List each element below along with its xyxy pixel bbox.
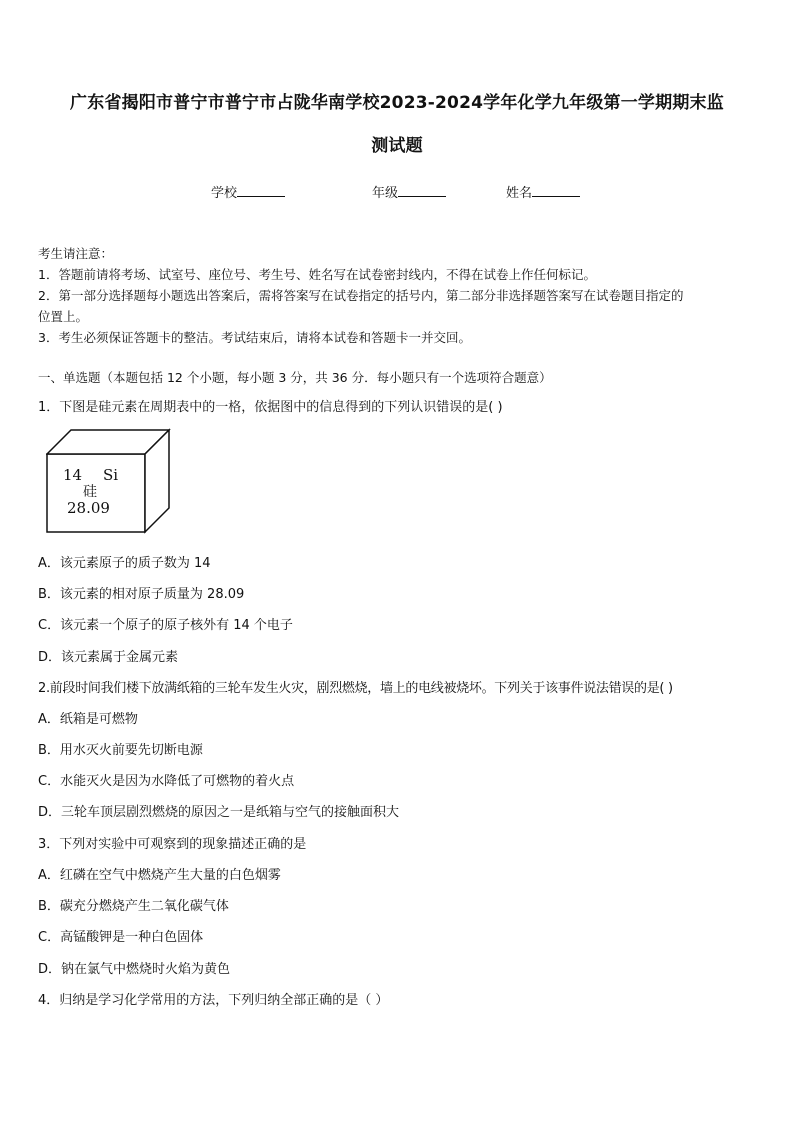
question-1-option-b: B．该元素的相对原子质量为 28.09 bbox=[38, 587, 245, 602]
section-heading: 一、单选题（本题包括 12 个小题，每小题 3 分，共 36 分．每小题只有一个选项符合题意） bbox=[38, 370, 552, 385]
question-3-option-a: A．红磷在空气中燃烧产生大量的白色烟雾 bbox=[38, 868, 281, 883]
question-3-option-c: C．高锰酸钾是一种白色固体 bbox=[38, 930, 204, 945]
question-2-option-c: C．水能灭火是因为水降低了可燃物的着火点 bbox=[38, 774, 295, 789]
silicon-element-cell-figure bbox=[46, 428, 172, 534]
element-symbol: Si bbox=[103, 466, 119, 484]
notice-item: 位置上。 bbox=[38, 309, 89, 324]
school-blank bbox=[237, 184, 285, 197]
name-field bbox=[506, 182, 580, 201]
element-cube-drawing bbox=[46, 428, 172, 534]
question-3-stem: 3．下列对实验中可观察到的现象描述正确的是 bbox=[38, 837, 307, 852]
school-field bbox=[211, 182, 285, 201]
grade-field bbox=[372, 182, 446, 201]
question-2-stem: 2.前段时间我们楼下放满纸箱的三轮车发生火灾，剧烈燃烧，墙上的电线被烧坏。下列关于该事件说法错误的是( ) bbox=[38, 681, 673, 696]
element-atomic-mass: 28.09 bbox=[67, 499, 110, 517]
notice-item: 2．第一部分选择题每小题选出答案后，需将答案写在试卷指定的括号内，第二部分非选择题答案写在试卷题目指定的 bbox=[38, 288, 684, 303]
name-blank bbox=[532, 184, 580, 197]
grade-blank bbox=[398, 184, 446, 197]
exam-title-line-2: 测试题 bbox=[371, 136, 423, 156]
question-4-stem: 4．归纳是学习化学常用的方法，下列归纳全部正确的是（ ） bbox=[38, 993, 389, 1008]
element-name: 硅 bbox=[83, 484, 97, 500]
exam-title-line-1: 广东省揭阳市普宁市普宁市占陇华南学校2023-2024学年化学九年级第一学期期末监 bbox=[70, 93, 724, 113]
question-1-option-a: A．该元素原子的质子数为 14 bbox=[38, 556, 211, 571]
question-2-option-d: D．三轮车顶层剧烈燃烧的原因之一是纸箱与空气的接触面积大 bbox=[38, 805, 400, 820]
question-1-stem: 1．下图是硅元素在周期表中的一格，依据图中的信息得到的下列认识错误的是( ) bbox=[38, 400, 503, 415]
element-atomic-number: 14 bbox=[63, 466, 83, 484]
grade-label: 年级 bbox=[372, 186, 399, 201]
question-2-option-a: A．纸箱是可燃物 bbox=[38, 712, 138, 727]
school-label: 学校 bbox=[211, 186, 238, 201]
question-3-option-d: D．钠在氯气中燃烧时火焰为黄色 bbox=[38, 962, 231, 977]
question-1-option-d: D．该元素属于金属元素 bbox=[38, 650, 179, 665]
question-1-option-c: C．该元素一个原子的原子核外有 14 个电子 bbox=[38, 618, 293, 633]
question-3-option-b: B．碳充分燃烧产生二氧化碳气体 bbox=[38, 899, 229, 914]
notice-item: 3．考生必须保证答题卡的整洁。考试结束后，请将本试卷和答题卡一并交回。 bbox=[38, 330, 471, 345]
notice-heading: 考生请注意： bbox=[38, 246, 114, 261]
notice-block bbox=[38, 243, 760, 348]
notice-item: 1．答题前请将考场、试室号、座位号、考生号、姓名写在试卷密封线内，不得在试卷上作任何标记。 bbox=[38, 267, 596, 282]
name-label: 姓名 bbox=[506, 186, 533, 201]
question-2-option-b: B．用水灭火前要先切断电源 bbox=[38, 743, 203, 758]
